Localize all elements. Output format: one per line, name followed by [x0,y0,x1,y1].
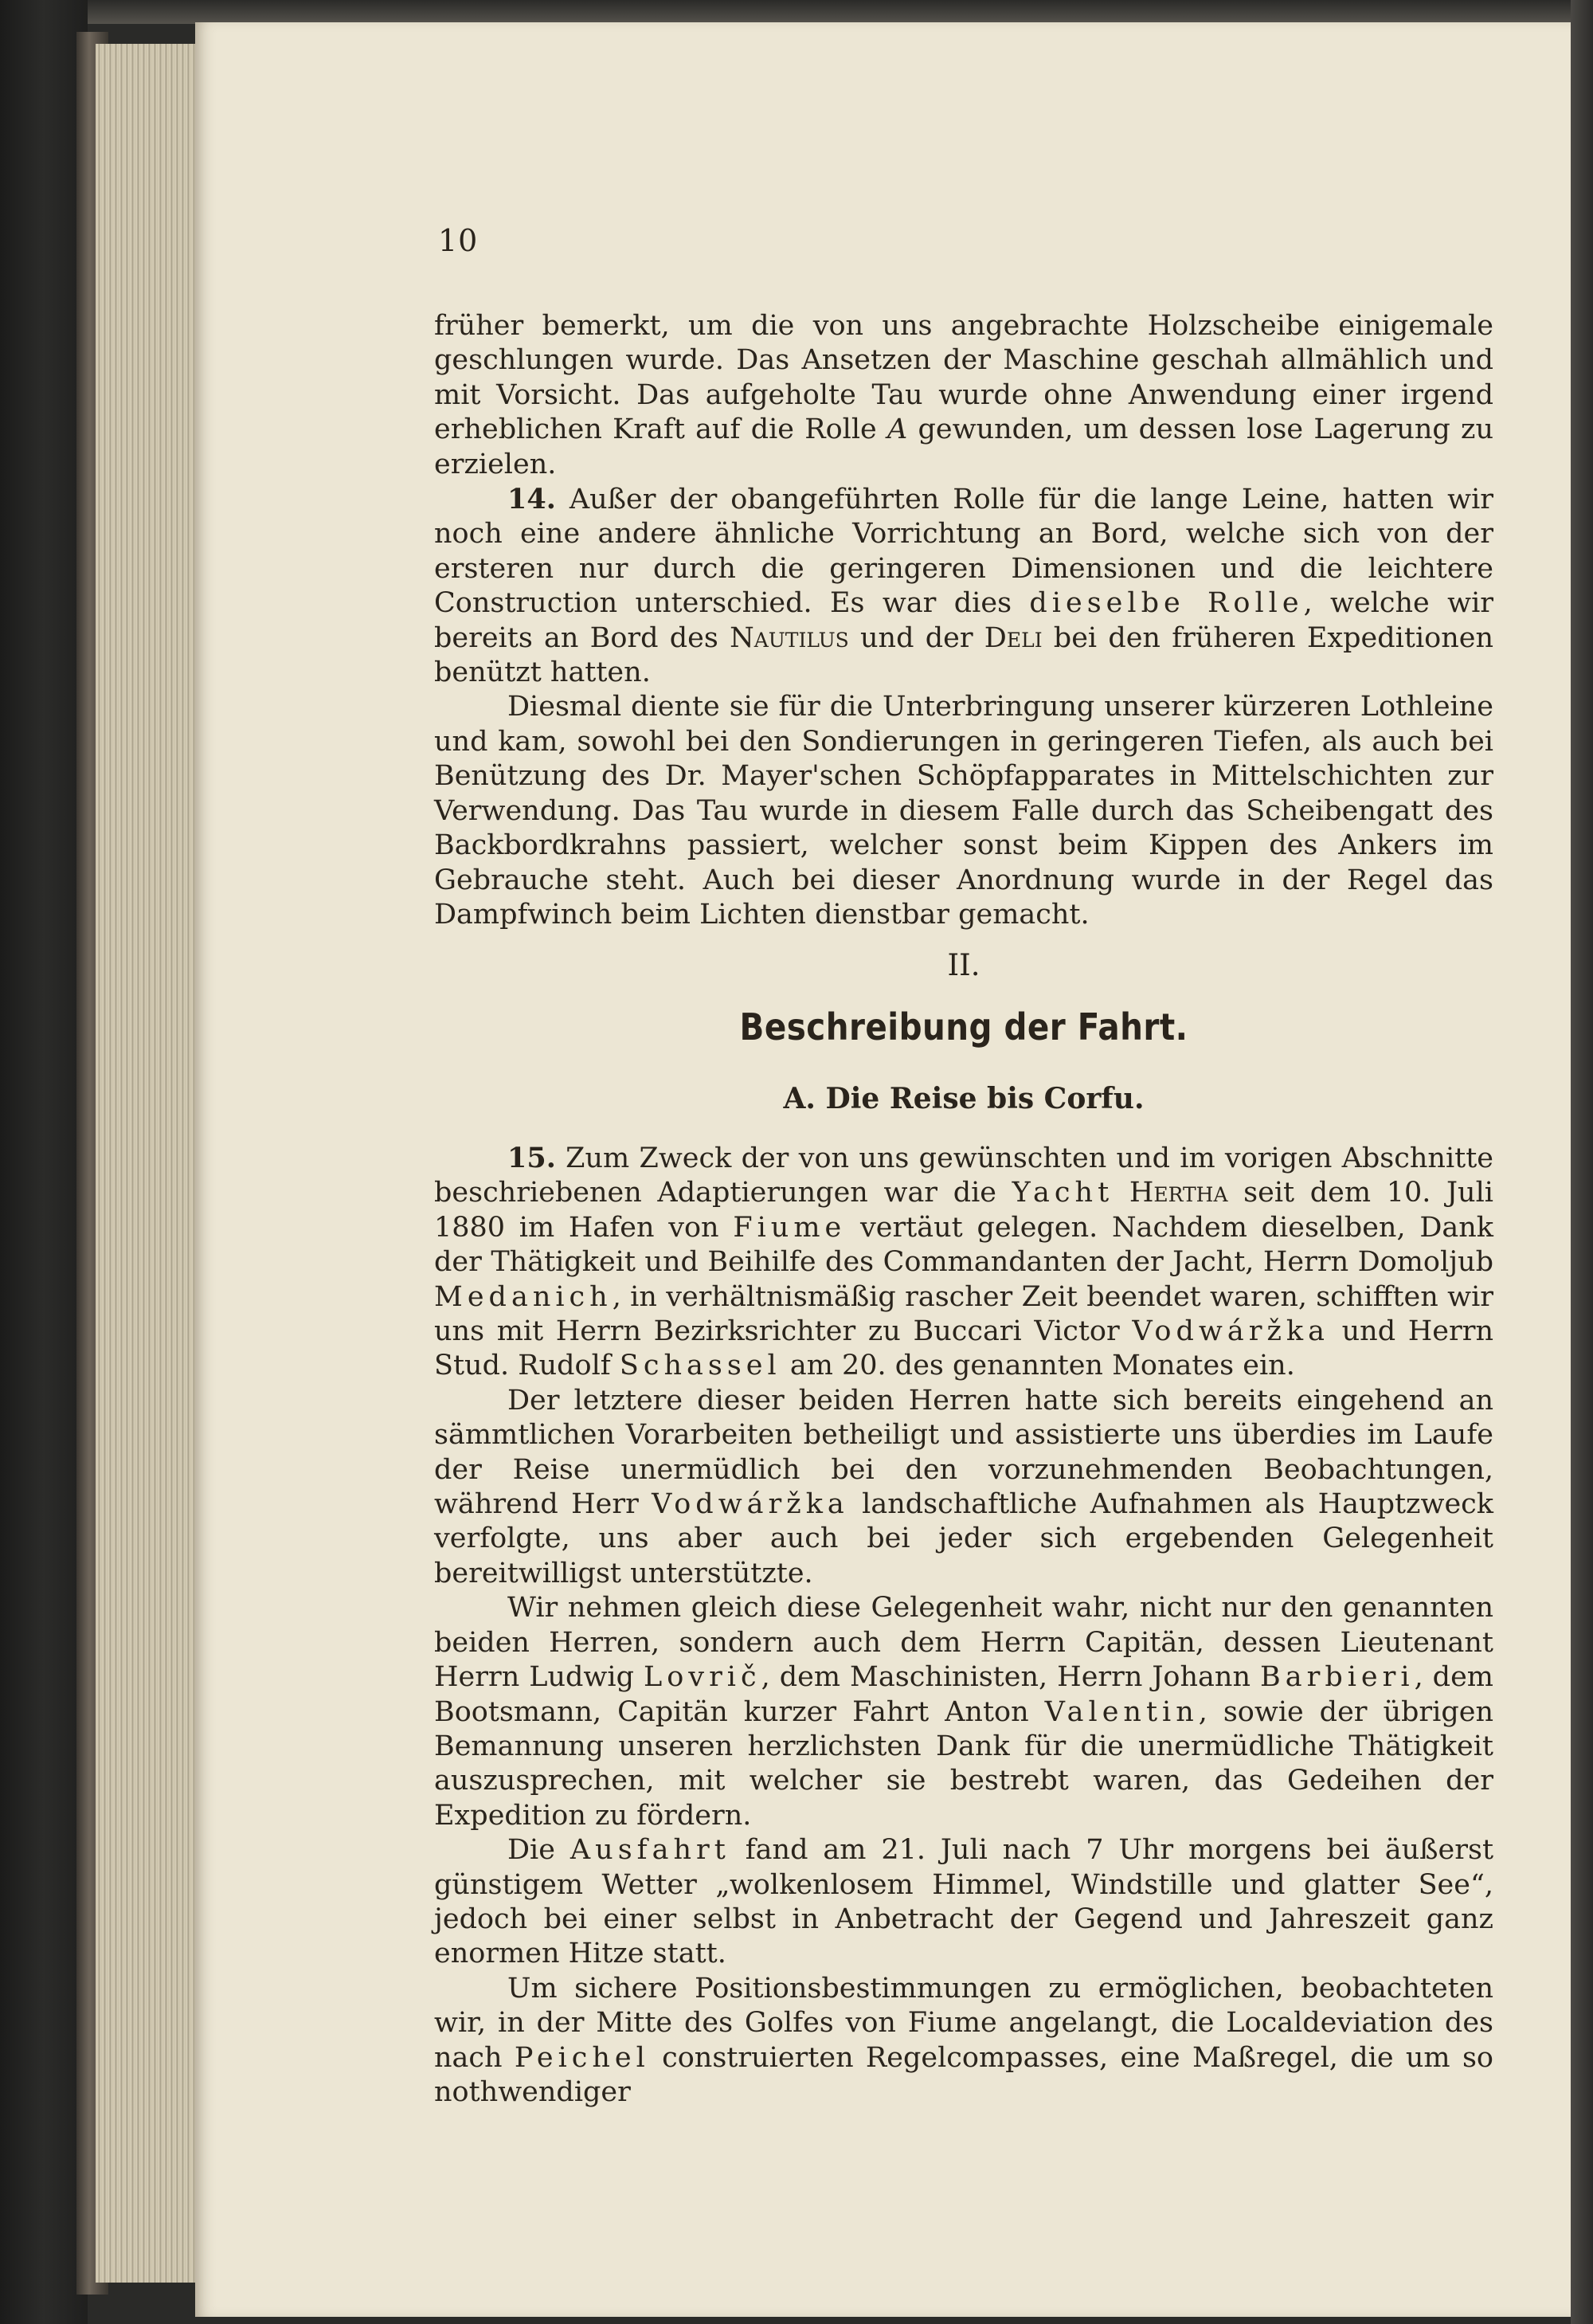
ship-name-nautilus: Nautilus [730,621,849,654]
person-name-peichel: Peichel [514,2041,650,2074]
text-run: Der letztere dieser beiden Herren hatte sich bereits eingehend an sämmtlichen Vorarbeiten betheiligt und assistierte uns überdies im Laufe der Reise unermüdlich bei den vorzunehmenden Beobachtungen, während Herr [434,1384,1493,1521]
paragraph [434,1591,1493,1833]
text-run: seit dem 10. Juli 1880 im Hafen von [434,1177,1493,1244]
text-run: vertäut gelegen. Nachdem dieselben, Dank der Thätigkeit und Beihilfe des Commandanten der Jacht, Herrn Domoljub [434,1211,1493,1279]
section-number: II. [947,948,980,982]
text-run: , sowie der übrigen Bemannung unseren herzlichsten Dank für die unermüdliche Thätigkeit auszusprechen, mit welcher sie bestrebt waren, das Gedeihen der Expedition zu fördern. [434,1695,1493,1832]
text-run-rolle-letter: A [887,413,908,446]
text-run: gewunden, um dessen lose Lagerung zu erzielen. [434,413,1493,480]
text-run: construierten Regelcompasses, eine Maßregel, die um so nothwendiger [434,2041,1493,2108]
place-name-fiume: Fiume [733,1211,847,1244]
paragraph-14 [434,482,1493,690]
text-run: und der [848,621,984,654]
text-run: Außer der obangeführten Rolle für die lange Leine, hatten wir noch eine andere ähnliche Vorrichtung an Bord, welche sich von der ersteren nur durch die geringeren Dimensionen und die leichtere Construction unterschied. Es war dies [434,484,1493,620]
text-run: Wir nehmen gleich diese Gelegenheit wahr, nicht nur den genannten beiden Herren, sondern auch dem Herrn Capitän, dessen Lieutenant Herrn Ludwig [434,1592,1493,1694]
scan-top-edge [0,0,1593,24]
person-name-valentin: Valentin [1044,1695,1199,1728]
paragraph-continuation [434,309,1493,482]
text-run: bei den früheren Expeditionen benützt hatten. [434,621,1494,689]
paragraph-number: 14. [507,483,556,516]
text-run: , dem Bootsmann, Capitän kurzer Fahrt Anton [434,1661,1493,1728]
section-title: Beschreibung der Fahrt. [739,1005,1188,1048]
text-run: Die [507,1834,570,1867]
person-name-lovric: Lovrič [643,1661,761,1694]
page-stack-edges [96,44,199,2283]
text-run: , welche wir bereits an Bord des [434,587,1493,654]
text-run: Zum Zweck der von uns gewünschten und im vorigen Abschnitte beschriebenen Adaptierungen war die [434,1142,1493,1209]
person-name-vodwarzka: Vodwáržka [652,1488,849,1521]
text-run: am 20. des genannten Monates ein. [781,1350,1295,1382]
paragraph-15 [434,1141,1493,1384]
text-run: fand am 21. Juli nach 7 Uhr morgens bei äußerst günstigem Wetter „wolkenlosem Himmel, Windstille und glatter See“, jedoch bei einer selbst in Anbetracht der Gegend und Jahreszeit ganz enormen Hitze statt. [434,1834,1494,1970]
person-name-barbieri: Barbieri [1260,1661,1415,1694]
text-run: , in verhältnismäßig rascher Zeit beendet waren, schifften wir uns mit Herrn Bezirksrichter zu Buccari Victor [434,1280,1493,1348]
paragraph [434,1972,1493,2110]
text-run: , dem Maschinisten, Herrn Johann [761,1661,1260,1694]
person-name-schassel: Schassel [619,1350,781,1382]
text-block-top [434,309,1493,932]
paragraph-number: 15. [507,1142,556,1174]
subsection-title: A. Die Reise bis Corfu. [783,1082,1145,1115]
text-run-spaced: Yacht [1012,1177,1114,1209]
book-cover [0,0,88,2324]
ship-name-deli: Deli [984,621,1043,654]
text-run-spaced: dieselbe Rolle [1029,587,1304,620]
person-name-medanich: Medanich [434,1280,613,1313]
text-block-bottom [434,1141,1493,2110]
scan-right-edge [1571,0,1593,2324]
text-run: und Herrn Stud. Rudolf [434,1315,1494,1382]
page-number: 10 [438,223,479,258]
paragraph [434,1384,1493,1591]
text-run-spaced: Ausfahrt [569,1834,730,1867]
paragraph: Diesmal diente sie für die Unterbringung unserer kürzeren Lothleine und kam, sowohl bei den Sondierungen in geringeren Tiefen, als auch bei Benützung des Dr. Mayer'schen Schöpfapparates in Mittelschichten zur Verwendung. Das Tau wurde in diesem Falle durch das Scheibengatt des Backbordkrahns passiert, welcher sonst beim Kippen des Ankers im Gebrauche steht. Auch bei dieser Anordnung wurde in der Regel das Dampfwinch beim Lichten dienstbar gemacht. [434,691,1493,931]
text-run: landschaftliche Aufnahmen als Hauptzweck verfolgte, uns aber auch bei jeder sich ergebenden Gelegenheit bereitwilligst unterstützte. [434,1488,1493,1589]
text-run: früher bemerkt, um die von uns angebrachte Holzscheibe einigemale geschlungen wurde. Das Ansetzen der Maschine geschah allmählich und mit Vorsicht. Das aufgeholte Tau wurde ohne Anwendung einer irgend erheblichen Kraft auf die Rolle [434,310,1493,446]
paragraph [434,1833,1493,1972]
person-name-vodwarzka: Vodwáržka [1132,1315,1329,1348]
ship-name-hertha: Hertha [1129,1177,1228,1209]
text-run: Um sichere Positionsbestimmungen zu ermöglichen, beobachteten wir, in der Mitte des Golfes von Fiume angelangt, die Localdeviation des nach [434,1972,1493,2074]
